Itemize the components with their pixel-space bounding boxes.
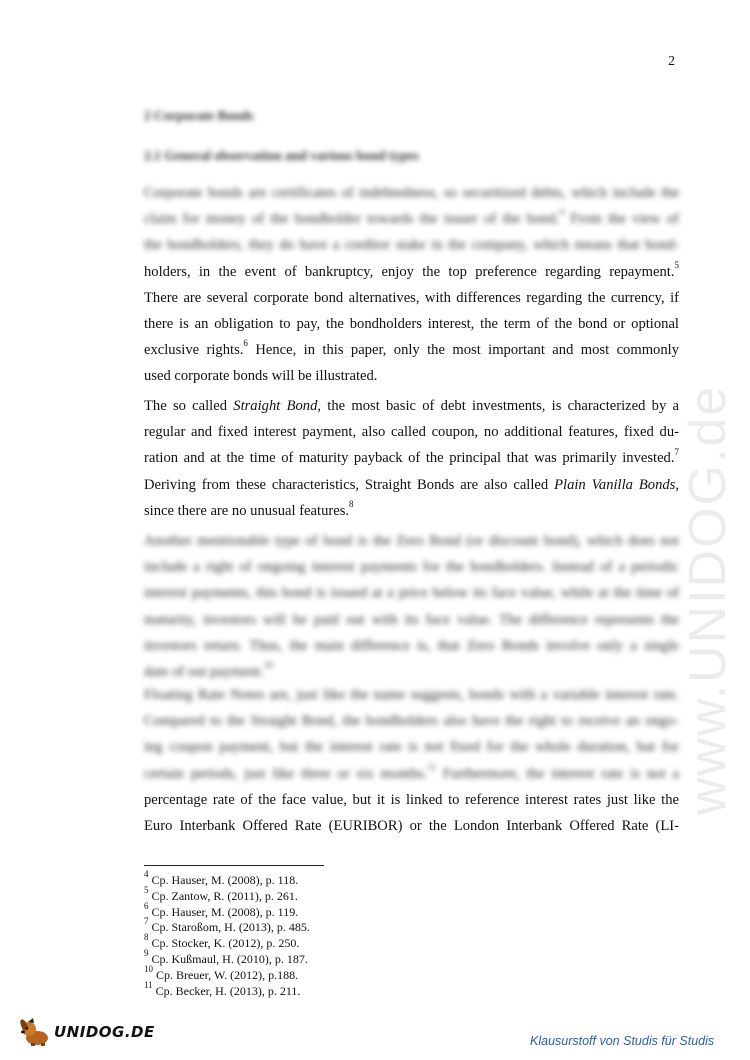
text-line: Deriving from these characteristics, Straight Bonds are also called Plain Vanilla Bonds, <box>144 476 679 493</box>
footnote-divider <box>144 865 324 866</box>
footnotes <box>144 869 310 999</box>
unidog-logo[interactable] <box>18 1017 155 1047</box>
section-heading: 2 Corporate Bonds <box>144 108 254 123</box>
paragraph-4 <box>144 682 679 839</box>
text-line: Corporate bonds are certificates of indebtedness, so securitized debts, which include the <box>144 185 679 201</box>
text-line: date of out payment.$^{10}$ <box>144 660 273 681</box>
text-line: percentage rate of the face value, but it is linked to reference interest rates just like the <box>144 791 679 808</box>
text-line: Floating Rate Notes are, just like the name suggests, bonds with a variable interest rate. <box>144 687 679 703</box>
text-line: interest payments, this bond is issued at a price below its face value, while at the time of <box>144 585 679 602</box>
text-line: Another mentionable type of bond is the Zero Bond (or discount bond), which does not <box>144 533 679 549</box>
text-line: include a right of ongoing interest payments for the bondholders. Instead of a periodic <box>144 559 679 576</box>
footnote: $^5$ Cp. Zantow, R. (2011), p. 261. <box>144 884 298 903</box>
footnote: $^7$ Cp. Staroßom, H. (2013), p. 485. <box>144 916 310 935</box>
text-line: ration and at the time of maturity payback of the principal that was primarily invested.$^7$ <box>144 446 679 467</box>
text-line: There are several corporate bond alternatives, with differences regarding the currency, if <box>144 289 679 306</box>
text-line: there is an obligation to pay, the bondholders interest, the term of the bond or optional <box>144 316 679 333</box>
text-line: Compared to the Straight Bond, the bondholders also have the right to receive an ongo- <box>144 713 679 730</box>
footnote: $^9$ Cp. Kußmaul, H. (2010), p. 187. <box>144 947 308 966</box>
text-line: used corporate bonds will be illustrated. <box>144 368 378 385</box>
paragraph-1 <box>144 180 679 390</box>
text-line: Euro Interbank Offered Rate (EURIBOR) or the London Interbank Offered Rate (LI- <box>144 818 679 835</box>
text-line: certain periods, just like three or six months.$^{11}$ Furthermore, the interest rate is not a <box>144 761 679 782</box>
logo-text: UNIDOG.DE <box>54 1023 155 1041</box>
paragraph-3 <box>144 528 679 685</box>
text-line: ing coupon payment, but the interest rate is not fixed for the whole duration, but for <box>144 739 679 756</box>
footnote: $^4$ Cp. Hauser, M. (2008), p. 118. <box>144 869 299 887</box>
footnote: $^6$ Cp. Hauser, M. (2008), p. 119. <box>144 900 299 919</box>
text-line: holders, in the event of bankruptcy, enjoy the top preference regarding repayment.$^5$ <box>144 259 679 280</box>
watermark-text: www.UNIDOG.de <box>679 384 737 816</box>
page-number: 2 <box>668 54 675 69</box>
footnote: $^8$ Cp. Stocker, K. (2012), p. 250. <box>144 932 300 951</box>
text-line: The so called Straight Bond, the most basic of debt investments, is characterized by a <box>144 398 679 414</box>
text-line: the bondholders, they do have a creditor stake in the company, which means that bond- <box>144 237 679 254</box>
text-line: investors return. Thus, the main difference is, that Zero Bonds involve only a single <box>144 637 679 654</box>
footnote: $^{10}$ Cp. Breuer, W. (2012), p.188. <box>144 963 299 982</box>
footnote: $^{11}$ Cp. Becker, H. (2013), p. 211. <box>144 979 301 998</box>
subsection-heading: 2.1 General observation and various bond types <box>144 148 419 163</box>
paragraph-2 <box>144 393 679 524</box>
text-line: claim for money of the bondholder towards the issuer of the bond.$^4$ From the view of <box>144 207 679 228</box>
dog-icon <box>18 1017 52 1047</box>
tagline: Klausurstoff von Studis für Studis <box>530 1034 715 1048</box>
text-line: maturity, investors will be paid out with its face value. The difference represents the <box>144 611 679 628</box>
text-line: since there are no unusual features.$^8$ <box>144 498 354 519</box>
text-line: regular and fixed interest payment, also called coupon, no additional features, fixed du- <box>144 424 679 441</box>
text-line: exclusive rights.$^6$ Hence, in this paper, only the most important and most commonly <box>144 338 679 359</box>
